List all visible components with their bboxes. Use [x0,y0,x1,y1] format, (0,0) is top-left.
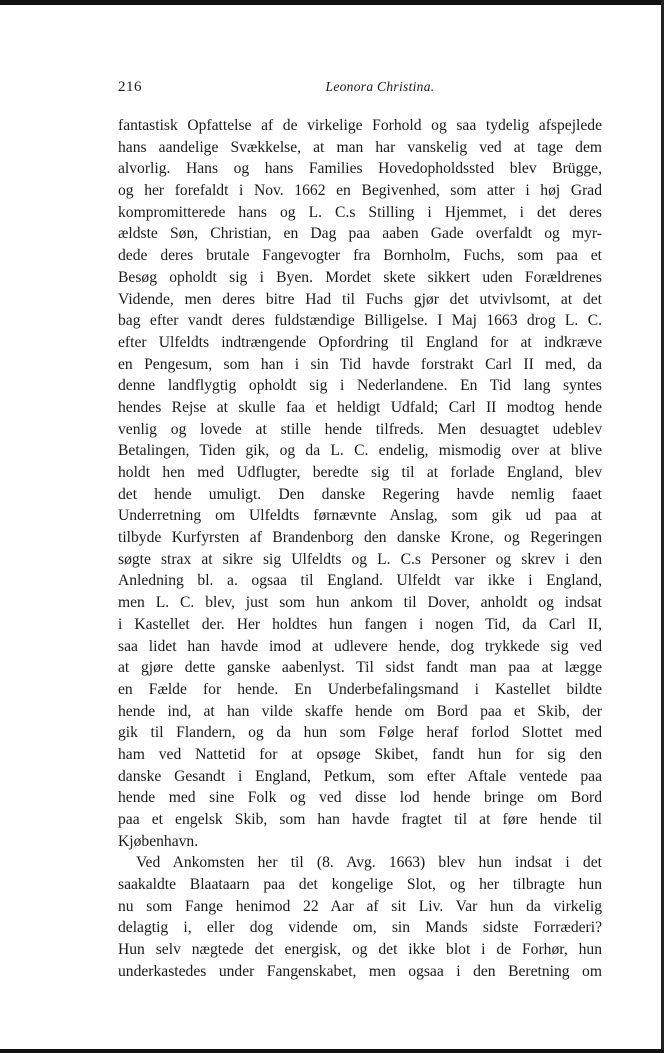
text-line: i Kastellet der. Her holdtes hun fangen i nogen Tid, da Carl II, [118,615,602,633]
text-line: venlig og lovede at stille hende tilfreds. Men desuagtet udeblev [118,420,602,438]
text-line: denne landflygtig opholdt sig i Nederlandene. En Tid lang syntes [118,377,602,395]
text-line: hans aandelige Svækkelse, at man har vanskelig ved at tage dem [118,138,602,156]
text-line: Betalingen, Tiden gik, og da L. C. endelig, mismodig over at blive [118,442,602,460]
running-title: Leonora Christina. [325,79,435,94]
text-line: ham ved Nattetid for at opsøge Skibet, fandt hun for sig den [118,745,602,763]
text-line: Underretning om Ulfeldts førnævnte Anslag, som gik ud paa at [118,507,602,525]
top-scan-edge [0,0,664,5]
text-line: fantastisk Opfattelse af de virkelige Forhold og saa tydelig afspejlede [118,117,602,134]
text-line: men L. C. blev, just som hun ankom til Dover, anholdt og indsat [118,594,602,612]
text-line: saakaldte Blaataarn paa det kongelige Slot, og her tilbragte hun [118,876,602,894]
text-line: søgte strax at sikre sig Ulfeldts og L. C.s Personer og skrev i den [118,550,602,568]
text-line: nu som Fange henimod 22 Aar af sit Liv. Var hun da virkelig [118,897,602,915]
text-line: hende ind, at han vilde skaffe hende om Bord paa et Skib, der [118,702,602,720]
text-line: tilbyde Kurfyrsten af Brandenborg den danske Krone, og Regeringen [118,529,602,547]
text-line: Hun selv nægtede det energisk, og det ikke blot i de Forhør, hun [118,941,602,959]
text-line: underkastedes under Fangenskabet, men ogsaa i den Beretning om [118,962,602,980]
text-line: paa et engelsk Skib, som han havde fragtet til at føre hende til [118,811,602,828]
text-line: bag efter vandt deres fuldstændige Billigelse. I Maj 1663 drog L. C. [118,312,602,330]
paragraph-start-line: Ved Ankomsten her til (8. Avg. 1663) blev hun indsat i det [136,854,602,872]
text-line: alvorlig. Hans og hans Families Hovedopholdssted blev Brügge, [118,160,602,178]
text-line: holdt hen med Udflugter, beredte sig til at forlade England, blev [118,464,602,481]
text-line: Besøg opholdt sig i Byen. Mordet skete sikkert uden Forældrenes [118,268,602,286]
text-line: en Fælde for hende. En Underbefalingsmand i Kastellet bildte [118,680,602,698]
text-line: en Pengesum, som han i sin Tid havde forstrakt Carl II med, da [118,355,602,373]
text-line: hende med sine Folk og ved disse lod hende bringe om Bord [118,789,602,807]
text-line: ældste Søn, Christian, en Dag paa aaben Gade overfaldt og myr- [118,225,602,243]
text-line: dede deres brutale Fangevogter fra Bornholm, Fuchs, som paa et [118,247,602,265]
body-text [118,115,602,983]
text-line: at gjøre dette ganske aabenlyst. Til sidst fandt man paa at lægge [118,659,602,677]
text-line: kompromitterede hans og L. C.s Stilling i Hjemmet, i det deres [118,203,602,221]
page-number: 216 [118,79,142,95]
text-line: danske Gesandt i England, Petkum, som efter Aftale ventede paa [118,767,602,785]
text-line: det hende umuligt. Den danske Regering havde nemlig faaet [118,485,602,503]
bottom-scan-edge [0,1049,664,1053]
text-line: Vidende, men deres bitre Had til Fuchs gjør det utvivlsomt, at det [118,290,602,308]
text-line: og her forefaldt i Nov. 1662 en Begivenhed, som atter i høj Grad [118,182,602,200]
text-line: hendes Rejse at skulle faa et heldigt Udfald; Carl II modtog hende [118,398,602,416]
page-header [118,79,602,101]
text-line: saa lidet han havde imod at udlevere hende, dog trykkede sig ved [118,637,602,655]
text-line: efter Ulfeldts indtrængende Opfordring til England for at indkræve [118,333,602,351]
text-line: delagtig i, eller dog vidende om, sin Mands sidste Forræderi? [118,919,602,937]
paragraph-end-line: Kjøbenhavn. [118,832,199,850]
text-line: gik til Flandern, og da hun som Følge heraf forlod Slottet med [118,724,602,742]
text-line: Anledning bl. a. ogsaa til England. Ulfeldt var ikke i England, [118,572,602,590]
